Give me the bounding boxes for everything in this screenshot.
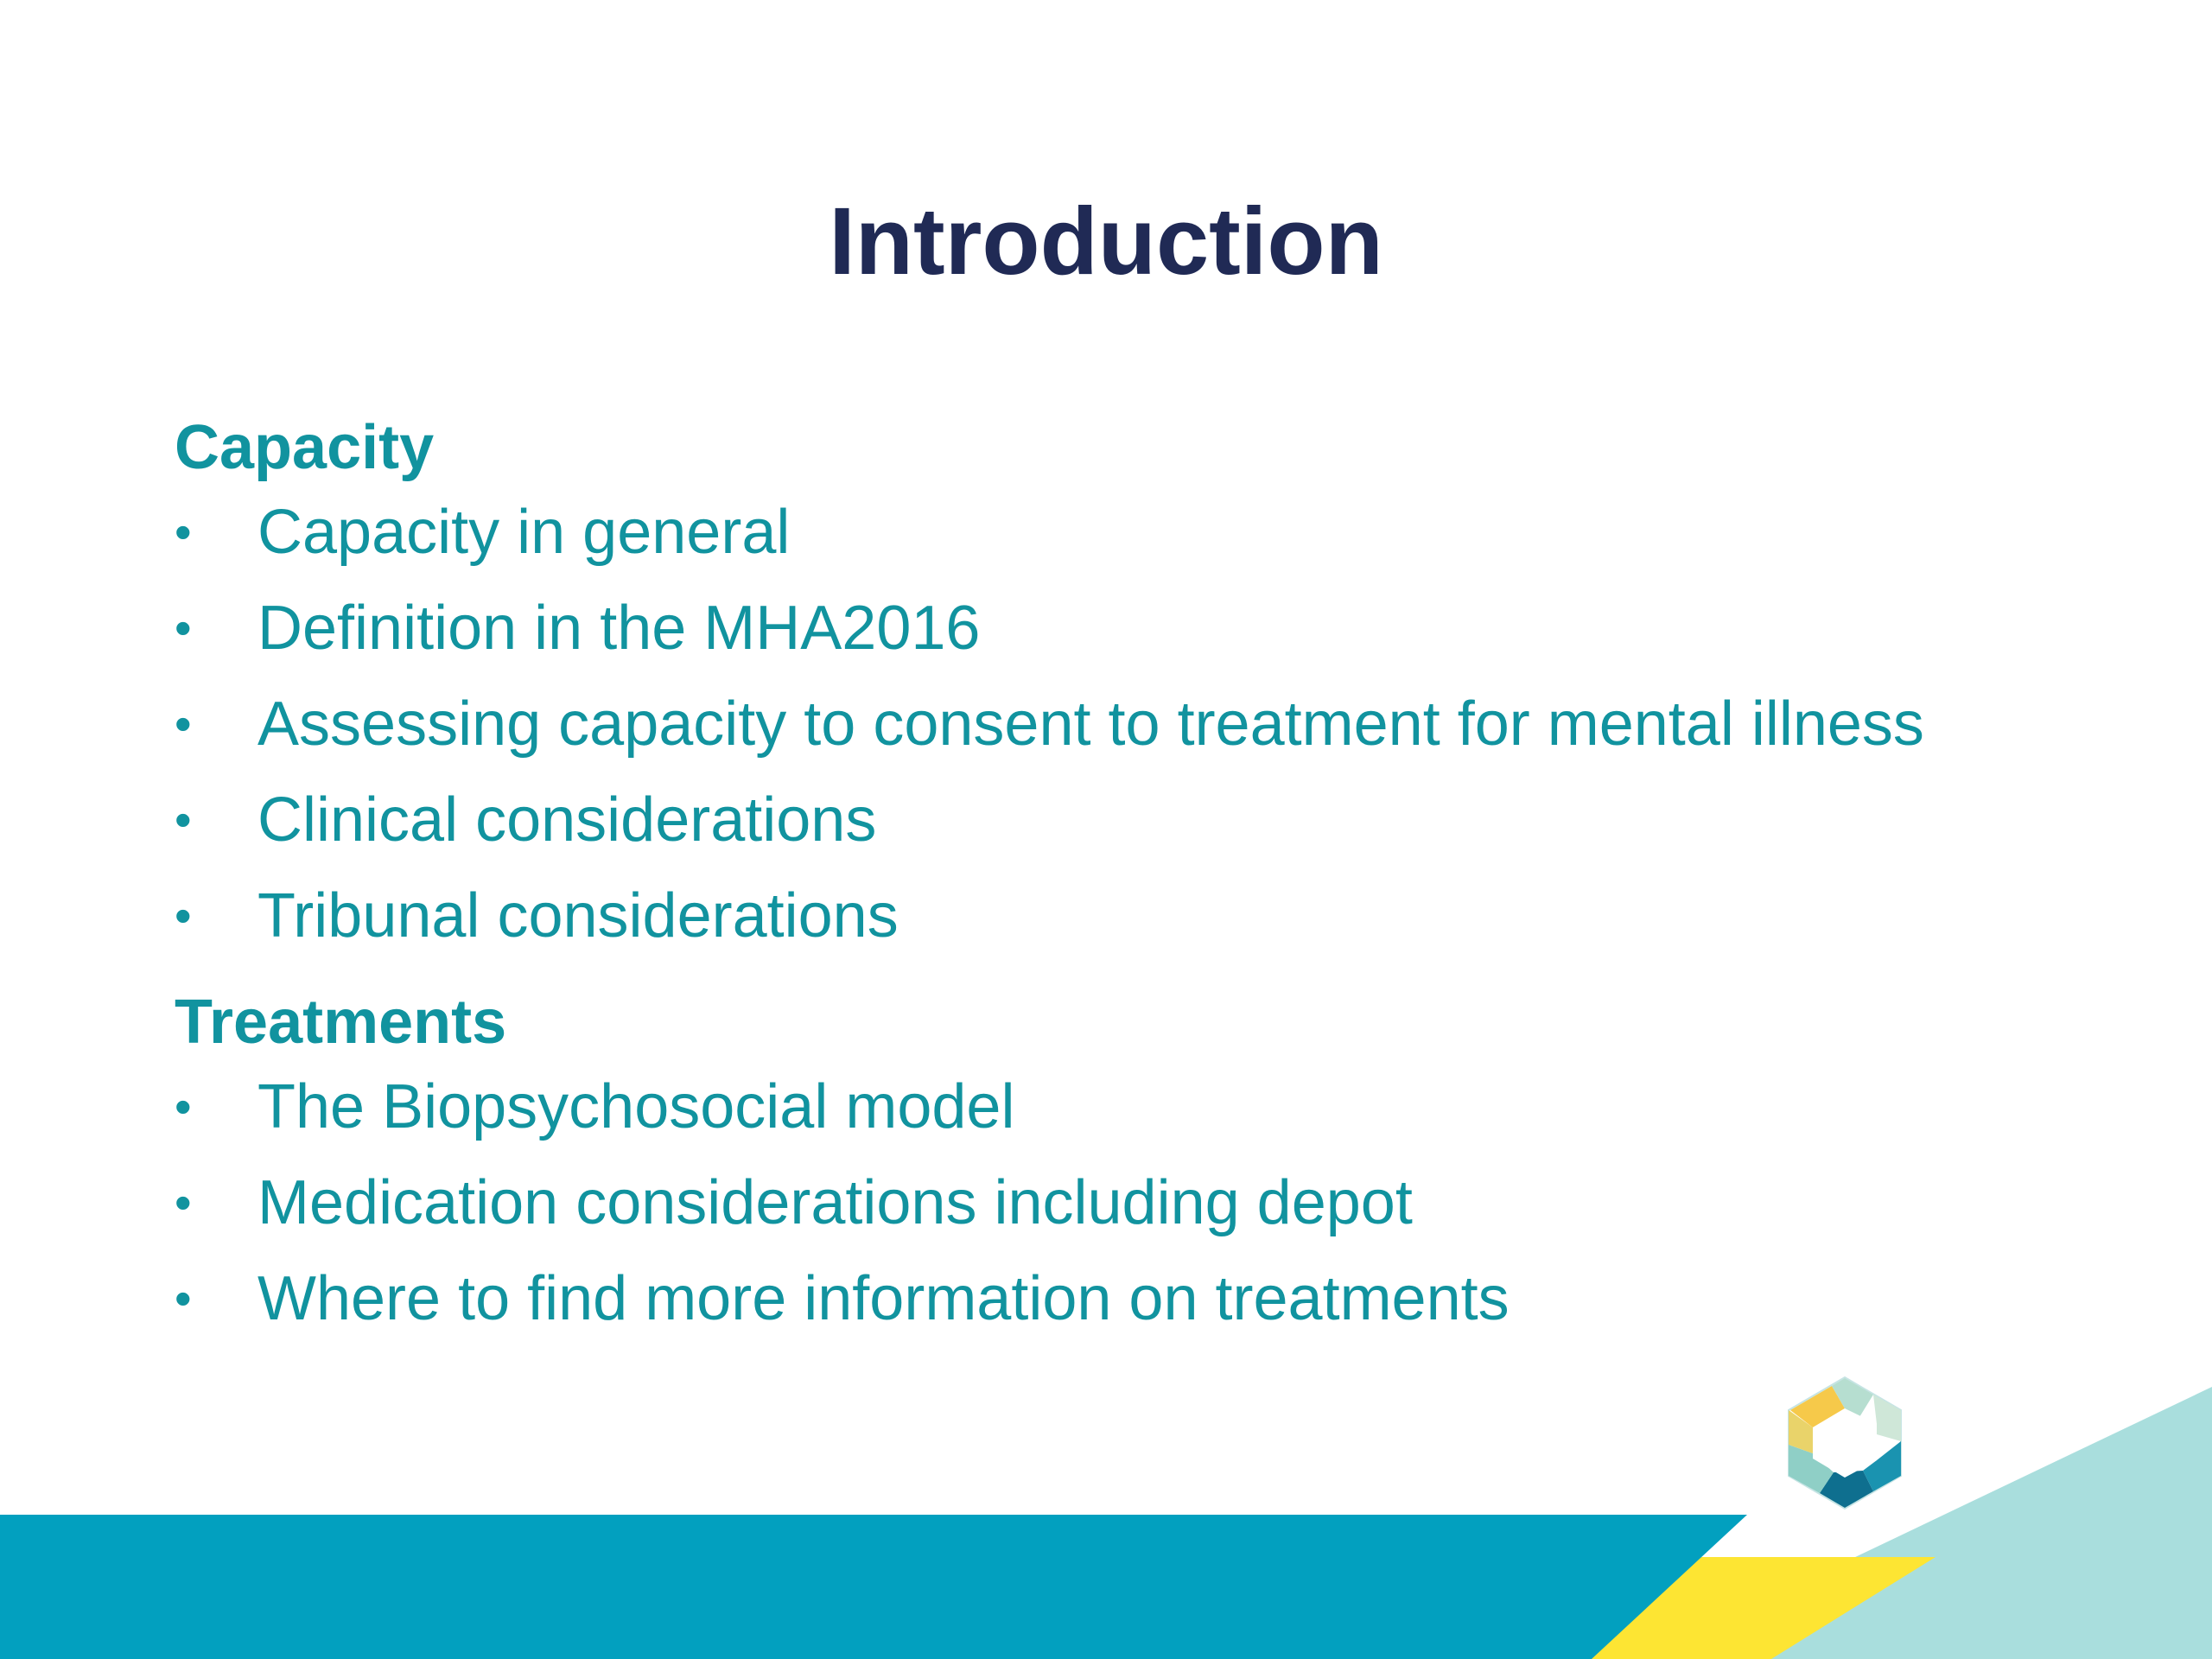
section-heading-treatments: Treatments <box>175 988 507 1057</box>
bullet-text: Medication considerations including depot <box>257 1168 1413 1237</box>
footer-teal-band <box>0 1515 1747 1659</box>
bullet-icon: • <box>175 696 192 751</box>
bullet-icon: • <box>175 792 192 847</box>
bullet-text: Tribunal considerations <box>257 881 899 950</box>
bullet-icon: • <box>175 1079 192 1134</box>
bullet-text: Assessing capacity to consent to treatment for mental illness <box>257 690 1924 759</box>
bullet-icon: • <box>175 1175 192 1230</box>
slide-title: Introduction <box>829 188 1383 295</box>
bullet-text: Clinical considerations <box>257 785 877 855</box>
bullet-icon: • <box>175 505 192 559</box>
bullet-text: Where to find more information on treatments <box>257 1264 1510 1333</box>
section-heading-capacity: Capacity <box>175 413 435 482</box>
bullet-icon: • <box>175 888 192 943</box>
bullet-text: The Biopsychosocial model <box>257 1072 1015 1141</box>
bullet-text: Definition in the MHA2016 <box>257 594 981 663</box>
bullet-text: Capacity in general <box>257 498 791 567</box>
hexagon-logo-icon <box>1780 1374 1910 1512</box>
bullet-icon: • <box>175 1271 192 1325</box>
bullet-icon: • <box>175 601 192 655</box>
